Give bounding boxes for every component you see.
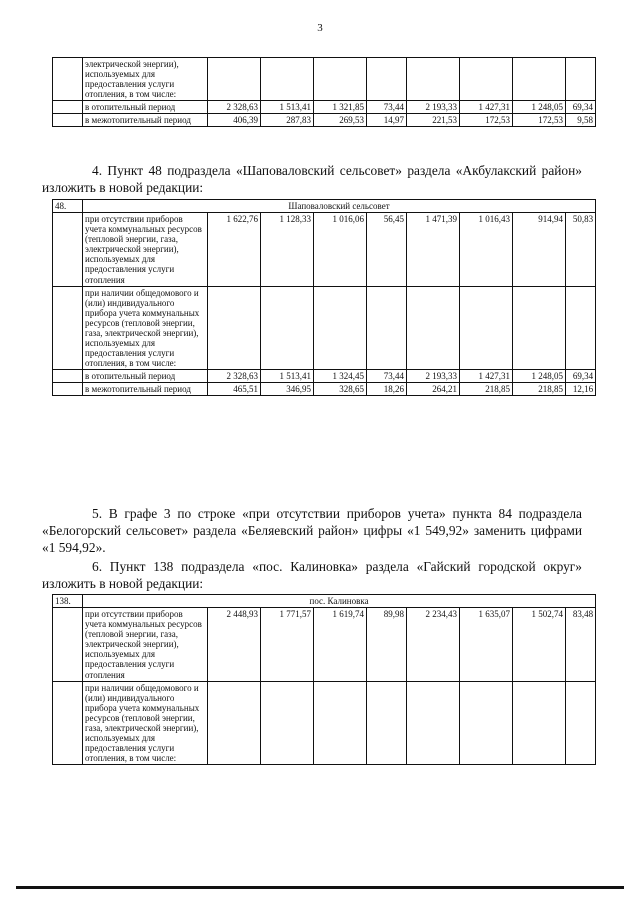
value-cell: 1 128,33 (261, 213, 314, 287)
value-cell: 914,94 (513, 213, 566, 287)
row-number-cell (53, 370, 83, 383)
value-cell: 264,21 (407, 383, 460, 396)
value-cell (460, 286, 513, 370)
page-number: 3 (317, 22, 323, 34)
description-cell: в межотопительный период (83, 383, 208, 396)
table-body (53, 595, 596, 765)
value-cell: 172,53 (460, 114, 513, 127)
value-cell (208, 681, 261, 765)
value-cell: 1 513,41 (261, 370, 314, 383)
value-cell: 1 619,74 (314, 608, 367, 682)
description-cell: при отсутствии приборов учета коммунальных ресурсов (тепловой энергии, газа, электрической энергии), используемых для предоставления услуги отопления (83, 608, 208, 682)
table-row (53, 286, 596, 370)
value-cell (314, 286, 367, 370)
value-cell: 69,34 (566, 101, 596, 114)
value-cell: 56,45 (367, 213, 407, 287)
value-cell: 406,39 (208, 114, 261, 127)
value-cell: 346,95 (261, 383, 314, 396)
table-title-row (53, 595, 596, 608)
section-title-cell: пос. Калиновка (83, 595, 596, 608)
value-cell: 2 328,63 (208, 370, 261, 383)
value-cell: 1 324,45 (314, 370, 367, 383)
value-cell (513, 681, 566, 765)
value-cell: 2 448,93 (208, 608, 261, 682)
value-cell: 50,83 (566, 213, 596, 287)
value-cell: 218,85 (513, 383, 566, 396)
point-number-cell: 48. (53, 200, 83, 213)
bottom-rule (16, 886, 624, 889)
table-row (53, 608, 596, 682)
description-cell: при отсутствии приборов учета коммунальных ресурсов (тепловой энергии, газа, электрической энергии), используемых для предоставления услуги отопления (83, 213, 208, 287)
value-cell: 287,83 (261, 114, 314, 127)
table-title-row (53, 200, 596, 213)
value-cell: 1 771,57 (261, 608, 314, 682)
value-cell (460, 58, 513, 101)
value-cell (367, 681, 407, 765)
description-cell: в отопительный период (83, 370, 208, 383)
value-cell: 73,44 (367, 370, 407, 383)
table-body (53, 58, 596, 127)
value-cell: 1 471,39 (407, 213, 460, 287)
value-cell: 172,53 (513, 114, 566, 127)
value-cell: 1 622,76 (208, 213, 261, 287)
value-cell (407, 681, 460, 765)
value-cell: 18,26 (367, 383, 407, 396)
section-title-cell: Шаповаловский сельсовет (83, 200, 596, 213)
row-number-cell (53, 213, 83, 287)
tariff-table-48 (52, 199, 596, 396)
value-cell: 1 502,74 (513, 608, 566, 682)
value-cell (314, 58, 367, 101)
value-cell: 89,98 (367, 608, 407, 682)
paragraph-5: 5. В графе 3 по строке «при отсутствии приборов учета» пункта 84 подраздела «Белогорский сельсовет» раздела «Беляевский район» цифры «1 549,92» заменить цифрами «1 594,92». (42, 506, 582, 555)
value-cell (367, 58, 407, 101)
row-number-cell (53, 608, 83, 682)
value-cell (407, 58, 460, 101)
value-cell: 2 234,43 (407, 608, 460, 682)
description-cell: в отопительный период (83, 101, 208, 114)
value-cell (261, 681, 314, 765)
table-row (53, 383, 596, 396)
value-cell: 2 328,63 (208, 101, 261, 114)
value-cell: 83,48 (566, 608, 596, 682)
paragraph-4: 4. Пункт 48 подраздела «Шаповаловский сельсовет» раздела «Акбулакский район» изложить в новой редакции: (42, 163, 582, 195)
row-number-cell (53, 114, 83, 127)
value-cell (460, 681, 513, 765)
table-row (53, 370, 596, 383)
value-cell: 69,34 (566, 370, 596, 383)
value-cell: 2 193,33 (407, 370, 460, 383)
value-cell (261, 286, 314, 370)
row-number-cell (53, 681, 83, 765)
description-cell: в межотопительный период (83, 114, 208, 127)
value-cell (566, 286, 596, 370)
row-number-cell (53, 383, 83, 396)
value-cell (208, 58, 261, 101)
paragraph-6: 6. Пункт 138 подраздела «пос. Калиновка» раздела «Гайский городской округ» изложить в новой редакции: (42, 559, 582, 591)
value-cell: 328,65 (314, 383, 367, 396)
value-cell: 9,58 (566, 114, 596, 127)
value-cell: 12,16 (566, 383, 596, 396)
value-cell (566, 681, 596, 765)
value-cell: 73,44 (367, 101, 407, 114)
value-cell (367, 286, 407, 370)
description-cell: при наличии общедомового и (или) индивидуального прибора учета коммунальных ресурсов (тепловой энергии, газа, электрической энергии), используемых для предоставления услуги отопления, в том числе: (83, 286, 208, 370)
value-cell: 1 016,06 (314, 213, 367, 287)
table-row (53, 58, 596, 101)
value-cell: 1 248,05 (513, 370, 566, 383)
value-cell: 269,53 (314, 114, 367, 127)
table-row (53, 101, 596, 114)
value-cell: 1 427,31 (460, 101, 513, 114)
value-cell (261, 58, 314, 101)
value-cell (566, 58, 596, 101)
value-cell (513, 58, 566, 101)
value-cell: 2 193,33 (407, 101, 460, 114)
table-row (53, 114, 596, 127)
row-number-cell (53, 58, 83, 101)
value-cell: 1 016,43 (460, 213, 513, 287)
description-cell: при наличии общедомового и (или) индивидуального прибора учета коммунальных ресурсов (тепловой энергии, газа, электрической энергии), используемых для предоставления услуги отопления, в том числе: (83, 681, 208, 765)
value-cell: 1 427,31 (460, 370, 513, 383)
value-cell: 221,53 (407, 114, 460, 127)
row-number-cell (53, 101, 83, 114)
point-number-cell: 138. (53, 595, 83, 608)
table-row (53, 681, 596, 765)
table-body (53, 200, 596, 396)
value-cell: 1 248,05 (513, 101, 566, 114)
value-cell (208, 286, 261, 370)
value-cell: 218,85 (460, 383, 513, 396)
value-cell (314, 681, 367, 765)
tariff-table-138 (52, 594, 596, 765)
value-cell (407, 286, 460, 370)
row-number-cell (53, 286, 83, 370)
description-cell: электрической энергии), используемых для предоставления услуги отопления, в том числе: (83, 58, 208, 101)
value-cell: 1 513,41 (261, 101, 314, 114)
value-cell: 465,51 (208, 383, 261, 396)
table-row (53, 213, 596, 287)
value-cell: 14,97 (367, 114, 407, 127)
value-cell: 1 635,07 (460, 608, 513, 682)
value-cell (513, 286, 566, 370)
value-cell: 1 321,85 (314, 101, 367, 114)
tariff-table-continuation (52, 57, 596, 127)
